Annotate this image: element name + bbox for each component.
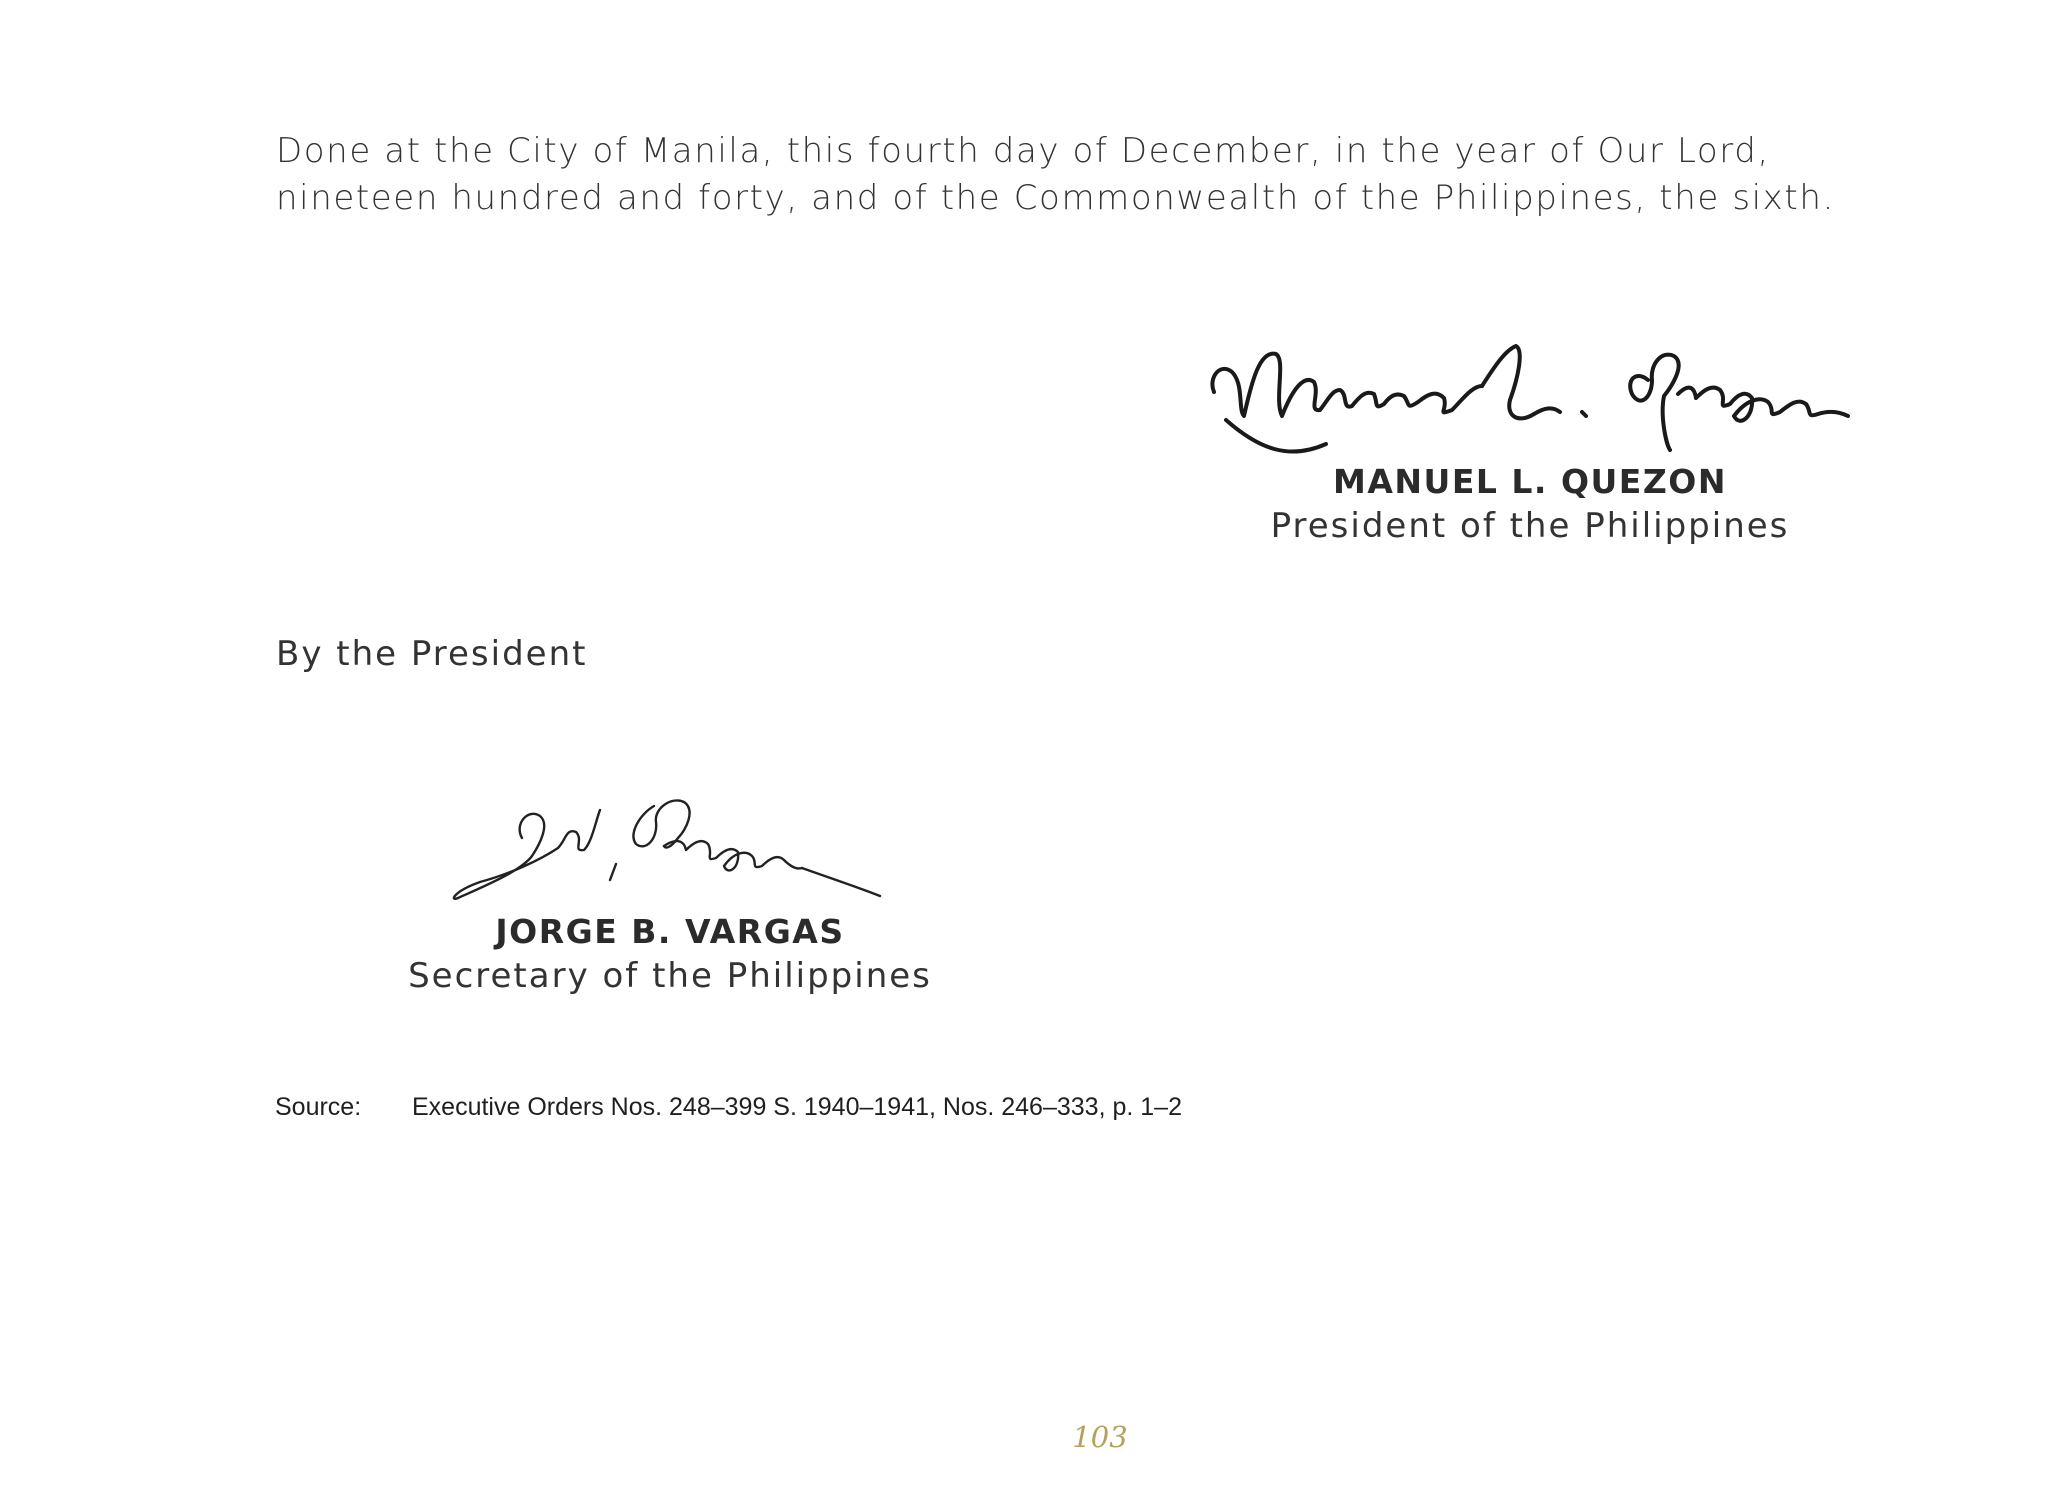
secretary-name: JORGE B. VARGAS bbox=[495, 912, 845, 951]
president-name: MANUEL L. QUEZON bbox=[1333, 462, 1727, 501]
page-number: 103 bbox=[1072, 1420, 1128, 1454]
source-label: Source: bbox=[275, 1093, 362, 1121]
by-the-president-line: By the President bbox=[276, 634, 588, 674]
secretary-signature bbox=[400, 780, 940, 910]
secretary-signature-block bbox=[400, 780, 940, 998]
source-text: Executive Orders Nos. 248–399 S. 1940–1941, Nos. 246–333, p. 1–2 bbox=[412, 1093, 1182, 1121]
source-citation bbox=[275, 1093, 1182, 1122]
president-title: President of the Philippines bbox=[1270, 506, 1790, 546]
president-signature bbox=[1200, 320, 1860, 460]
closing-paragraph bbox=[276, 128, 1916, 222]
closing-line-1: Done at the City of Manila, this fourth day of December, in the year of Our Lord, bbox=[276, 131, 1770, 171]
closing-line-2: nineteen hundred and forty, and of the Commonwealth of the Philippines, the sixth. bbox=[276, 178, 1835, 218]
president-signature-block bbox=[1200, 320, 1860, 548]
secretary-title: Secretary of the Philippines bbox=[408, 956, 932, 996]
